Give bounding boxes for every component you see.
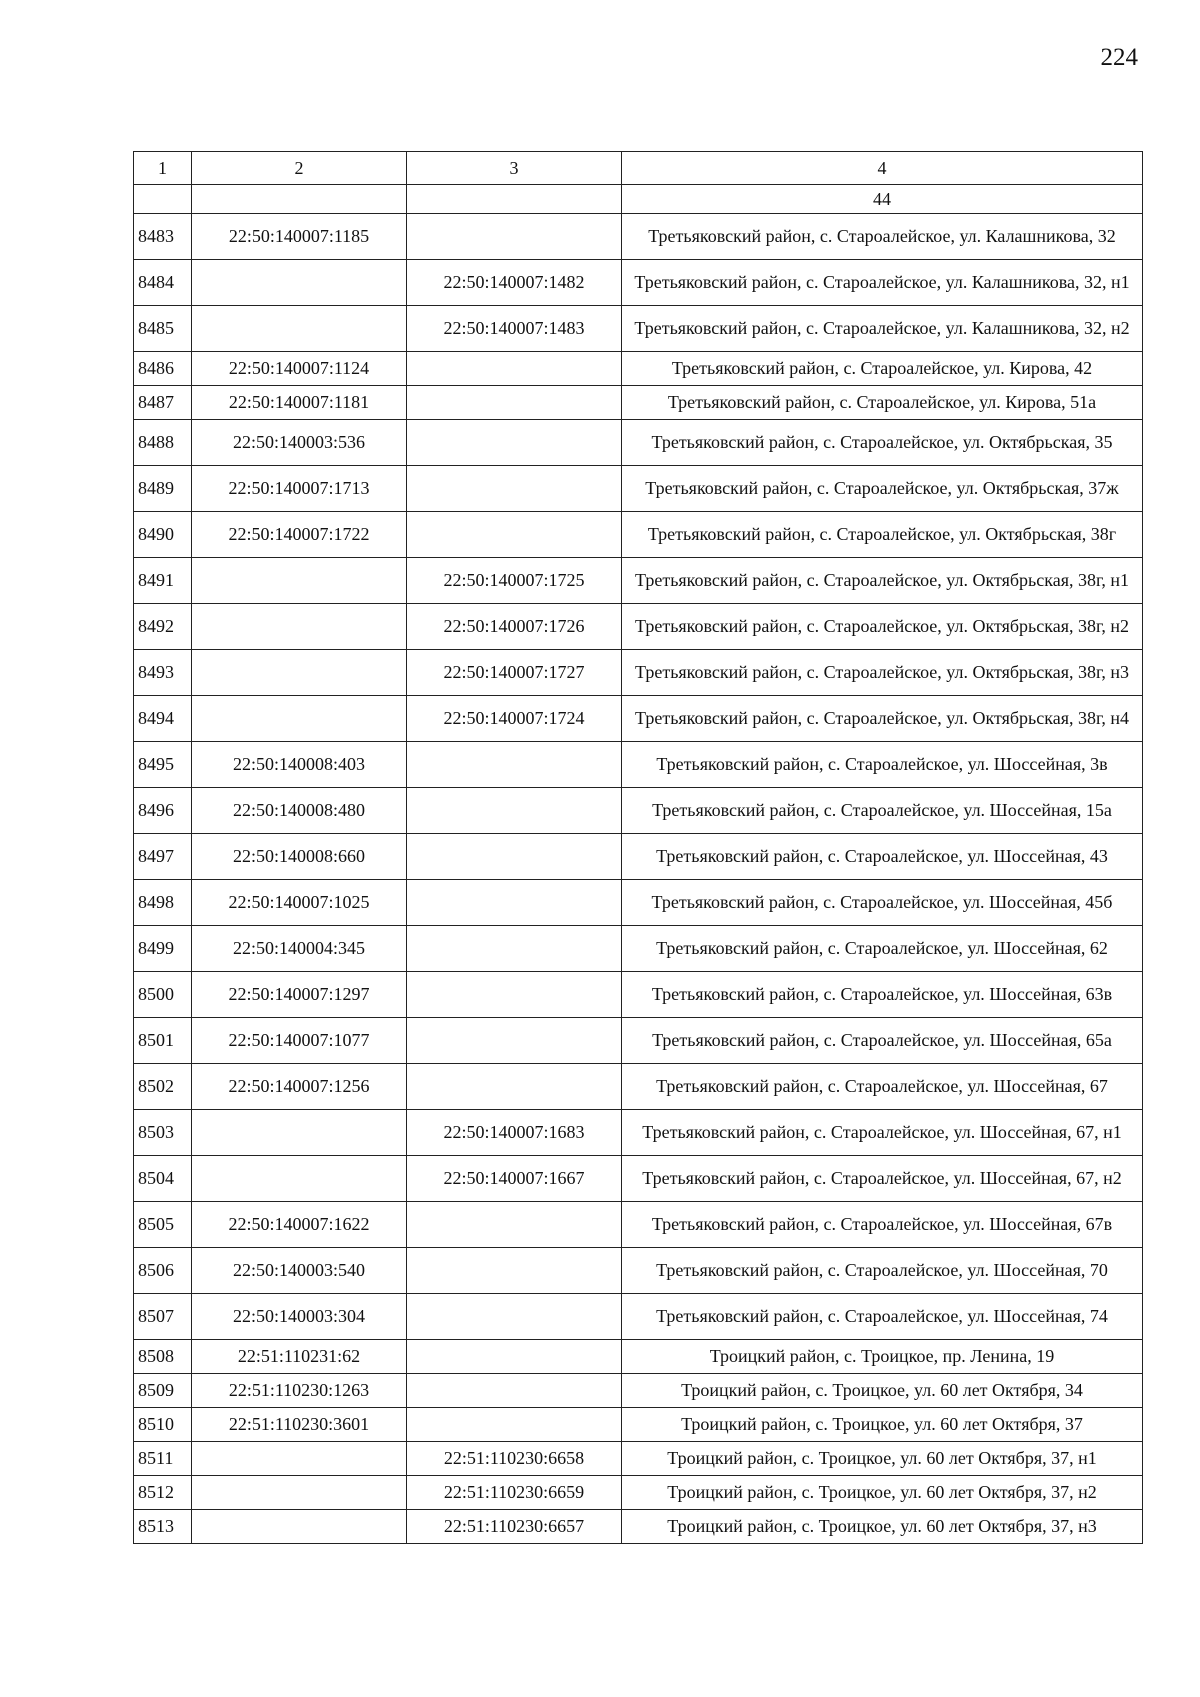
- section-header-cell-2: [192, 185, 407, 214]
- section-number: 44: [622, 185, 1143, 214]
- cadastral-number-cell: 22:50:140007:1077: [192, 1018, 407, 1064]
- cadastral-number-cell: 22:50:140008:660: [192, 834, 407, 880]
- row-number-cell: 8508: [134, 1340, 192, 1374]
- row-number-cell: 8496: [134, 788, 192, 834]
- table-row: [134, 1156, 1143, 1202]
- address-cell: Третьяковский район, с. Староалейское, ул. Кирова, 51а: [622, 386, 1143, 420]
- address-cell: Третьяковский район, с. Староалейское, ул. Калашникова, 32, н2: [622, 306, 1143, 352]
- row-number-cell: 8484: [134, 260, 192, 306]
- related-cadastral-number-cell: [407, 1340, 622, 1374]
- related-cadastral-number-cell: [407, 788, 622, 834]
- related-cadastral-number-cell: 22:50:140007:1683: [407, 1110, 622, 1156]
- table-row: [134, 306, 1143, 352]
- related-cadastral-number-cell: [407, 1294, 622, 1340]
- related-cadastral-number-cell: [407, 214, 622, 260]
- table-row: [134, 512, 1143, 558]
- address-cell: Третьяковский район, с. Староалейское, ул. Калашникова, 32: [622, 214, 1143, 260]
- cadastral-number-cell: 22:50:140008:403: [192, 742, 407, 788]
- table-row: [134, 880, 1143, 926]
- table-row: [134, 926, 1143, 972]
- section-header-row: [134, 185, 1143, 214]
- cadastral-number-cell: 22:50:140007:1025: [192, 880, 407, 926]
- cadastral-number-cell: 22:50:140007:1124: [192, 352, 407, 386]
- row-number-cell: 8489: [134, 466, 192, 512]
- address-cell: Третьяковский район, с. Староалейское, ул. Октябрьская, 38г, н2: [622, 604, 1143, 650]
- table-row: [134, 1064, 1143, 1110]
- row-number-cell: 8501: [134, 1018, 192, 1064]
- row-number-cell: 8494: [134, 696, 192, 742]
- column-header-1: 1: [134, 152, 192, 185]
- row-number-cell: 8506: [134, 1248, 192, 1294]
- address-cell: Третьяковский район, с. Староалейское, ул. Шоссейная, 74: [622, 1294, 1143, 1340]
- cadastral-number-cell: 22:50:140007:1297: [192, 972, 407, 1018]
- cadastral-number-cell: 22:51:110230:3601: [192, 1408, 407, 1442]
- related-cadastral-number-cell: 22:51:110230:6658: [407, 1442, 622, 1476]
- table-row: [134, 742, 1143, 788]
- related-cadastral-number-cell: 22:50:140007:1725: [407, 558, 622, 604]
- cadastral-number-cell: [192, 1156, 407, 1202]
- cadastral-number-cell: [192, 1510, 407, 1544]
- row-number-cell: 8502: [134, 1064, 192, 1110]
- row-number-cell: 8512: [134, 1476, 192, 1510]
- column-header-3: 3: [407, 152, 622, 185]
- row-number-cell: 8485: [134, 306, 192, 352]
- address-cell: Троицкий район, с. Троицкое, ул. 60 лет Октября, 34: [622, 1374, 1143, 1408]
- cadastral-number-cell: [192, 1110, 407, 1156]
- row-number-cell: 8483: [134, 214, 192, 260]
- table-row: [134, 604, 1143, 650]
- address-cell: Третьяковский район, с. Староалейское, ул. Октябрьская, 35: [622, 420, 1143, 466]
- row-number-cell: 8507: [134, 1294, 192, 1340]
- address-cell: Третьяковский район, с. Староалейское, ул. Шоссейная, 63в: [622, 972, 1143, 1018]
- address-cell: Третьяковский район, с. Староалейское, ул. Шоссейная, 62: [622, 926, 1143, 972]
- cadastral-number-cell: [192, 696, 407, 742]
- cadastral-number-cell: [192, 1442, 407, 1476]
- address-cell: Третьяковский район, с. Староалейское, ул. Шоссейная, 15а: [622, 788, 1143, 834]
- address-cell: Троицкий район, с. Троицкое, ул. 60 лет Октября, 37, н2: [622, 1476, 1143, 1510]
- related-cadastral-number-cell: 22:50:140007:1483: [407, 306, 622, 352]
- related-cadastral-number-cell: [407, 386, 622, 420]
- cadastral-number-cell: 22:51:110230:1263: [192, 1374, 407, 1408]
- related-cadastral-number-cell: 22:50:140007:1482: [407, 260, 622, 306]
- table-row: [134, 1340, 1143, 1374]
- address-cell: Третьяковский район, с. Староалейское, ул. Кирова, 42: [622, 352, 1143, 386]
- table-row: [134, 696, 1143, 742]
- cadastral-number-cell: 22:50:140007:1622: [192, 1202, 407, 1248]
- cadastral-number-cell: [192, 604, 407, 650]
- address-cell: Троицкий район, с. Троицкое, ул. 60 лет Октября, 37, н1: [622, 1442, 1143, 1476]
- related-cadastral-number-cell: [407, 834, 622, 880]
- table-row: [134, 1476, 1143, 1510]
- table-row: [134, 1374, 1143, 1408]
- table-row: [134, 558, 1143, 604]
- row-number-cell: 8491: [134, 558, 192, 604]
- address-cell: Третьяковский район, с. Староалейское, ул. Шоссейная, 67, н2: [622, 1156, 1143, 1202]
- table-row: [134, 1110, 1143, 1156]
- table-row: [134, 650, 1143, 696]
- related-cadastral-number-cell: [407, 972, 622, 1018]
- row-number-cell: 8504: [134, 1156, 192, 1202]
- table-row: [134, 214, 1143, 260]
- related-cadastral-number-cell: [407, 1064, 622, 1110]
- table-row: [134, 1248, 1143, 1294]
- address-cell: Троицкий район, с. Троицкое, пр. Ленина, 19: [622, 1340, 1143, 1374]
- row-number-cell: 8503: [134, 1110, 192, 1156]
- address-cell: Третьяковский район, с. Староалейское, ул. Октябрьская, 37ж: [622, 466, 1143, 512]
- related-cadastral-number-cell: 22:50:140007:1724: [407, 696, 622, 742]
- address-cell: Троицкий район, с. Троицкое, ул. 60 лет Октября, 37: [622, 1408, 1143, 1442]
- cadastral-number-cell: 22:50:140003:540: [192, 1248, 407, 1294]
- cadastral-number-cell: 22:50:140007:1181: [192, 386, 407, 420]
- table-row: [134, 1018, 1143, 1064]
- row-number-cell: 8509: [134, 1374, 192, 1408]
- cadastral-number-cell: 22:50:140003:304: [192, 1294, 407, 1340]
- related-cadastral-number-cell: [407, 1374, 622, 1408]
- cadastral-number-cell: 22:51:110231:62: [192, 1340, 407, 1374]
- row-number-cell: 8493: [134, 650, 192, 696]
- related-cadastral-number-cell: 22:50:140007:1667: [407, 1156, 622, 1202]
- address-cell: Третьяковский район, с. Староалейское, ул. Шоссейная, 43: [622, 834, 1143, 880]
- cadastral-number-cell: 22:50:140007:1256: [192, 1064, 407, 1110]
- address-cell: Третьяковский район, с. Староалейское, ул. Октябрьская, 38г, н3: [622, 650, 1143, 696]
- cadastral-number-cell: 22:50:140007:1185: [192, 214, 407, 260]
- page-number: 224: [1100, 44, 1138, 71]
- address-cell: Троицкий район, с. Троицкое, ул. 60 лет Октября, 37, н3: [622, 1510, 1143, 1544]
- column-number-row: [134, 152, 1143, 185]
- table-row: [134, 1294, 1143, 1340]
- address-cell: Третьяковский район, с. Староалейское, ул. Калашникова, 32, н1: [622, 260, 1143, 306]
- related-cadastral-number-cell: 22:51:110230:6657: [407, 1510, 622, 1544]
- related-cadastral-number-cell: [407, 926, 622, 972]
- related-cadastral-number-cell: [407, 1248, 622, 1294]
- table-row: [134, 466, 1143, 512]
- row-number-cell: 8487: [134, 386, 192, 420]
- related-cadastral-number-cell: [407, 1408, 622, 1442]
- related-cadastral-number-cell: [407, 512, 622, 558]
- address-cell: Третьяковский район, с. Староалейское, ул. Октябрьская, 38г: [622, 512, 1143, 558]
- related-cadastral-number-cell: [407, 742, 622, 788]
- cadastral-number-cell: [192, 306, 407, 352]
- table-row: [134, 386, 1143, 420]
- cadastral-number-cell: [192, 260, 407, 306]
- address-cell: Третьяковский район, с. Староалейское, ул. Шоссейная, 67, н1: [622, 1110, 1143, 1156]
- related-cadastral-number-cell: 22:51:110230:6659: [407, 1476, 622, 1510]
- section-header-cell-1: [134, 185, 192, 214]
- column-header-2: 2: [192, 152, 407, 185]
- related-cadastral-number-cell: 22:50:140007:1727: [407, 650, 622, 696]
- row-number-cell: 8498: [134, 880, 192, 926]
- table-row: [134, 972, 1143, 1018]
- cadastral-number-cell: 22:50:140004:345: [192, 926, 407, 972]
- address-cell: Третьяковский район, с. Староалейское, ул. Октябрьская, 38г, н4: [622, 696, 1143, 742]
- row-number-cell: 8513: [134, 1510, 192, 1544]
- related-cadastral-number-cell: [407, 466, 622, 512]
- registry-table: [133, 151, 1143, 1544]
- row-number-cell: 8492: [134, 604, 192, 650]
- table-row: [134, 1442, 1143, 1476]
- cadastral-number-cell: 22:50:140007:1713: [192, 466, 407, 512]
- table-row: [134, 834, 1143, 880]
- table-row: [134, 352, 1143, 386]
- related-cadastral-number-cell: 22:50:140007:1726: [407, 604, 622, 650]
- related-cadastral-number-cell: [407, 1018, 622, 1064]
- row-number-cell: 8488: [134, 420, 192, 466]
- table-row: [134, 1202, 1143, 1248]
- table-row: [134, 1510, 1143, 1544]
- related-cadastral-number-cell: [407, 880, 622, 926]
- row-number-cell: 8499: [134, 926, 192, 972]
- related-cadastral-number-cell: [407, 420, 622, 466]
- row-number-cell: 8510: [134, 1408, 192, 1442]
- row-number-cell: 8497: [134, 834, 192, 880]
- cadastral-number-cell: [192, 1476, 407, 1510]
- address-cell: Третьяковский район, с. Староалейское, ул. Шоссейная, 67: [622, 1064, 1143, 1110]
- table-row: [134, 1408, 1143, 1442]
- table-row: [134, 420, 1143, 466]
- related-cadastral-number-cell: [407, 1202, 622, 1248]
- address-cell: Третьяковский район, с. Староалейское, ул. Шоссейная, 3в: [622, 742, 1143, 788]
- section-header-cell-3: [407, 185, 622, 214]
- address-cell: Третьяковский район, с. Староалейское, ул. Шоссейная, 45б: [622, 880, 1143, 926]
- cadastral-number-cell: [192, 650, 407, 696]
- column-header-4: 4: [622, 152, 1143, 185]
- cadastral-number-cell: [192, 558, 407, 604]
- row-number-cell: 8500: [134, 972, 192, 1018]
- cadastral-number-cell: 22:50:140007:1722: [192, 512, 407, 558]
- table-row: [134, 788, 1143, 834]
- address-cell: Третьяковский район, с. Староалейское, ул. Шоссейная, 65а: [622, 1018, 1143, 1064]
- row-number-cell: 8505: [134, 1202, 192, 1248]
- row-number-cell: 8511: [134, 1442, 192, 1476]
- cadastral-number-cell: 22:50:140008:480: [192, 788, 407, 834]
- related-cadastral-number-cell: [407, 352, 622, 386]
- table-row: [134, 260, 1143, 306]
- cadastral-number-cell: 22:50:140003:536: [192, 420, 407, 466]
- row-number-cell: 8495: [134, 742, 192, 788]
- row-number-cell: 8490: [134, 512, 192, 558]
- address-cell: Третьяковский район, с. Староалейское, ул. Октябрьская, 38г, н1: [622, 558, 1143, 604]
- row-number-cell: 8486: [134, 352, 192, 386]
- address-cell: Третьяковский район, с. Староалейское, ул. Шоссейная, 67в: [622, 1202, 1143, 1248]
- address-cell: Третьяковский район, с. Староалейское, ул. Шоссейная, 70: [622, 1248, 1143, 1294]
